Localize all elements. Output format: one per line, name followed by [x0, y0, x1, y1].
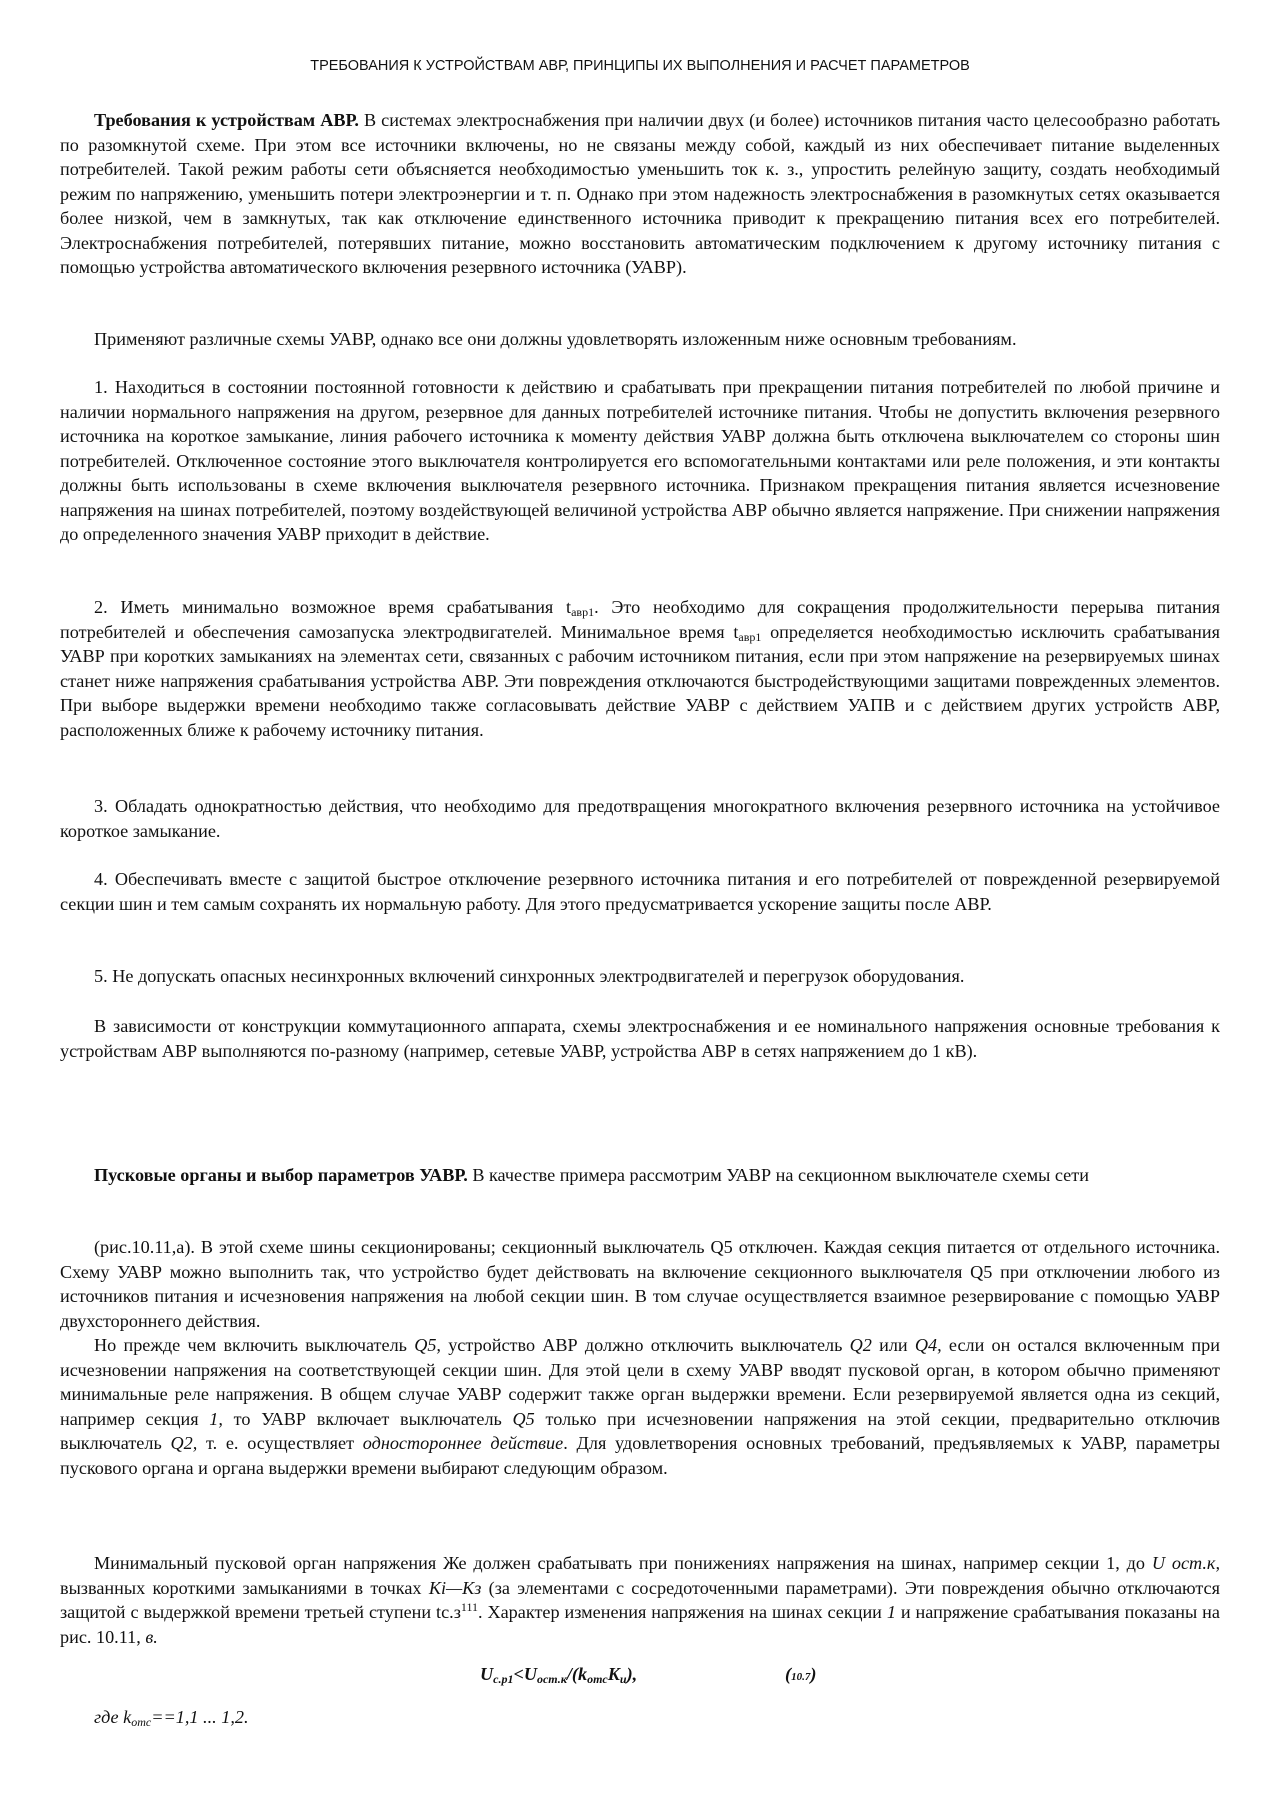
paragraph-voltage-organ: [60, 1551, 1220, 1649]
text-fragment: . Характер изменения напряжения на шинах секции: [478, 1602, 887, 1622]
text-fragment: (за элементами с сосредоточенными параметрами). Эти повреждения обычно отключаются защитой с выдержкой времени третьей ступени tc.з: [60, 1577, 1220, 1622]
italic-term: Q2,: [170, 1433, 198, 1453]
section-heading-start-organs: Пусковые органы и выбор параметров УАВР.: [94, 1165, 468, 1185]
paragraph-schemes: Применяют различные схемы УАВР, однако все они должны удовлетворять изложенным ниже основным требованиям.: [94, 329, 1017, 349]
requirement-5: 5. Не допускать опасных несинхронных включений синхронных электродвигателей и перегрузок оборудования.: [94, 966, 965, 986]
requirement-1: 1. Находиться в состоянии постоянной готовности к действию и срабатывать при прекращении питания потребителей по любой причине и наличии нормального напряжения на другом, резервное для данных потребителей источнике питания. Чтобы не допустить включения резервного источника на короткое замыкание, линия рабочего источника к моменту действия УАВР должна быть отключена выключателем со стороны шин потребителей. Отключенное состояние этого выключателя контролируется его вспомогательными контактами или реле положения, и эти контакты должны быть использованы в схеме включения выключателя резервного источника. Признаком прекращения питания является исчезновение напряжения на шинах потребителей, поэтому воздействующей величиной устройства АВР обычно является напряжение. При снижении напряжения до определенного значения УАВР приходит в действие.: [60, 377, 1220, 544]
text-fragment: если он остался включенным при исчезновении напряжения на соответствующей секции шин. Для этой цели в схему УАВР вводят пусковой орган, в котором обычно применяют минимальные реле напряжения. В общем случае УАВР содержит также орган выдержки времени. Если резервируемой является одна из секций, например секция: [60, 1335, 1220, 1429]
formula-subscript: ост.к: [536, 1672, 567, 1686]
paragraph-start-organs-intro: [60, 1163, 1220, 1188]
text-fragment: только при исчезновении напряжения на этой секции, предварительно отключив выключатель: [60, 1408, 1220, 1453]
text-fragment: . Это необходимо для сокращения продолжительности перерыва питания потребителей и обеспечения самозапуска электродвигателей. Минимальное время t: [60, 597, 1221, 642]
subscript: авр1: [571, 605, 595, 619]
formula-subscript: и: [619, 1672, 627, 1686]
text-fragment: Но прежде чем включить выключатель: [94, 1335, 415, 1355]
document-title: ТРЕБОВАНИЯ К УСТРОЙСТВАМ АВР, ПРИНЦИПЫ ИХ ВЫПОЛНЕНИЯ И РАСЧЕТ ПАРАМЕТРОВ: [310, 58, 970, 74]
text-fragment: то УАВР включает выключатель: [222, 1408, 513, 1429]
requirement-3: 3. Обладать однократностью действия, что необходимо для предотвращения многократного включения резервного источника на устойчивое короткое замыкание.: [60, 796, 1220, 841]
italic-term: 1: [886, 1602, 896, 1622]
formula-part: K: [607, 1664, 620, 1684]
text-fragment: Минимальный пусковой орган напряжения Же должен срабатывать при понижениях напряжения на шинах, например секции 1, до: [94, 1553, 1152, 1573]
subscript: авр1: [738, 629, 762, 644]
subscript: отс: [131, 1715, 152, 1729]
formula-part: ),: [626, 1664, 638, 1684]
text-fragment: где k: [94, 1707, 132, 1727]
formula-part: ): [810, 1664, 817, 1684]
formula-number: [785, 1664, 816, 1685]
italic-term: Q5,: [414, 1335, 441, 1355]
formula-part: U: [480, 1664, 494, 1684]
text-fragment: или: [871, 1335, 915, 1355]
italic-term: U ост.к,: [1151, 1553, 1220, 1573]
paragraph-text: В качестве примера рассмотрим УАВР на секционном выключателе схемы сети: [467, 1165, 1089, 1185]
italic-term: 1,: [209, 1408, 223, 1429]
formula-part: (: [785, 1664, 792, 1684]
italic-term: Q4,: [914, 1335, 942, 1355]
text-fragment: . Для удовлетворения основных требований, предъявляемых к УАВР, параметры пускового органа и органа выдержки времени выбирают следующим образом.: [60, 1433, 1220, 1478]
paragraph-fig-10-11a: (рис.10.11,а). В этой схеме шины секционированы; секционный выключатель Q5 отключен. Каждая секция питается от отдельного источника. Схему УАВР можно выполнить так, что устройство будет действовать на включение секционного выключателя Q5 при отключении любого из источников питания и исчезновения напряжения на любой секции шин. В том случае осуществляется взаимное резервирование с помощью УАВР двухстороннего действия.: [60, 1237, 1220, 1331]
paragraph-switch-q5: [60, 1333, 1220, 1480]
italic-term: одностороннее действие: [362, 1433, 564, 1453]
text-fragment: и напряжение срабатывания показаны на рис. 10.11,: [60, 1602, 1220, 1647]
italic-term: в.: [145, 1626, 158, 1647]
italic-term: Q5: [512, 1408, 535, 1429]
requirement-2: [60, 595, 1220, 742]
formula-10-7: [480, 1664, 637, 1685]
text-fragment: определяется необходимостью исключить срабатывания УАВР при коротких замыканиях на элементах сети, связанных с рабочим источником питания, если при этом напряжение на резервируемых шинах станет ниже напряжения срабатывания устройства АВР. Эти повреждения отключаются быстродействующими защитами поврежденных элементов. При выборе выдержки времени необходимо также согласовывать действие УАВР с действием УАПВ и с действием других устройств АВР, расположенных ближе к рабочему источнику питания.: [60, 621, 1220, 740]
section-heading-requirements: Требования к устройствам АВР.: [94, 110, 359, 130]
formula-where-clause: [94, 1707, 249, 1728]
paragraph-requirements-intro: [60, 108, 1220, 280]
formula-subscript: отс: [587, 1672, 608, 1686]
text-fragment: устройство АВР должно отключить выключатель: [440, 1335, 850, 1355]
italic-term: Ki—Кз: [428, 1577, 482, 1598]
formula-part: /(k: [566, 1664, 588, 1684]
formula-subscript: с.р1: [493, 1672, 514, 1686]
formula-part: <U: [513, 1664, 537, 1684]
text-fragment: т. е. осуществляет: [197, 1433, 363, 1453]
superscript: 111: [460, 1600, 478, 1614]
paragraph-dependence: В зависимости от конструкции коммутационного аппарата, схемы электроснабжения и ее номинального напряжения основные требования к устройствам АВР выполняются по-разному (например, сетевые УАВР, устройства АВР в сетях напряжением до 1 кВ).: [60, 1016, 1220, 1061]
formula-number-value: 10.7: [791, 1671, 811, 1683]
text-fragment: вызванных короткими замыканиями в точках: [60, 1577, 429, 1598]
text-fragment: 2. Иметь минимально возможное время срабатывания t: [94, 597, 572, 617]
text-fragment: ==1,1 ... 1,2.: [151, 1707, 249, 1727]
paragraph-text: В системах электроснабжения при наличии двух (и более) источников питания часто целесообразно работать по разомкнутой схеме. При этом все источники включены, но не связаны между собой, каждый из них обеспечивает питание выделенных потребителей. Такой режим работы сети объясняется необходимостью уменьшить ток к. з., упростить релейную защиту, создать необходимый режим по напряжению, уменьшить потери электроэнергии и т. п. Однако при этом надежность электроснабжения в разомкнутых сетях оказывается более низкой, чем в замкнутых, так как отключение единственного источника приводит к прекращению питания всех его потребителей. Электроснабжения потребителей, потерявших питание, можно восстановить автоматическим подключением к другому источнику питания с помощью устройства автоматического включения резервного источника (УАВР).: [60, 110, 1220, 277]
italic-term: Q2: [849, 1335, 872, 1355]
requirement-4: 4. Обеспечивать вместе с защитой быстрое отключение резервного источника питания и его потребителей от поврежденной резервируемой секции шин и тем самым сохранять их нормальную работу. Для этого предусматривается ускорение защиты после АВР.: [60, 869, 1220, 914]
